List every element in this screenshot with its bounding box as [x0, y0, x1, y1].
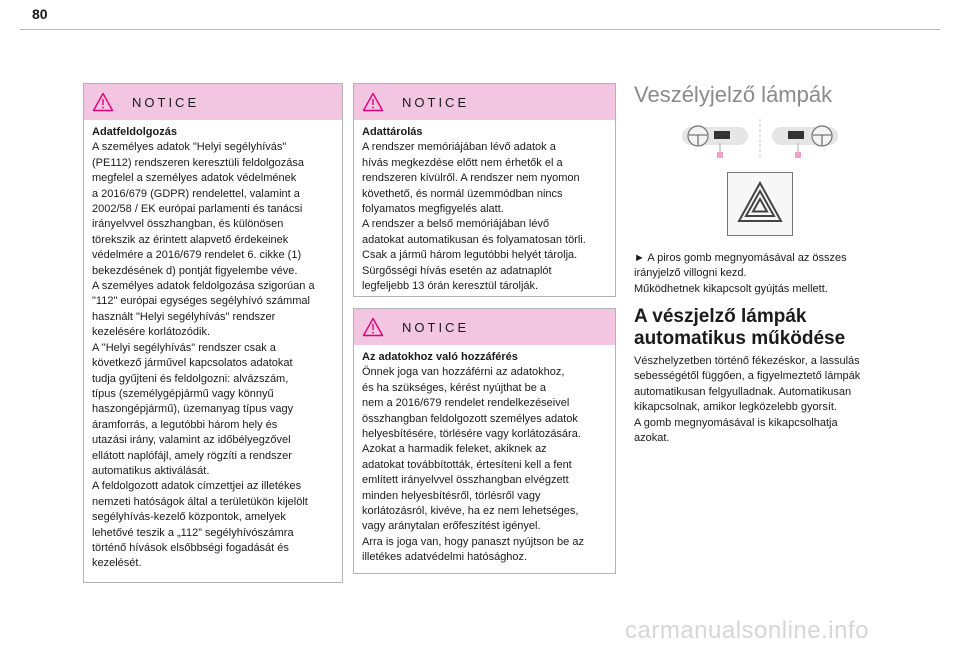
notice-heading: Adattárolás — [362, 126, 423, 138]
automatic-operation-text: Vészhelyzetben történő fékezéskor, a lassulás sebességétől függően, a figyelmeztető lámpák automatikusan felgyulladnak. Automatikusan kikapcsolnak, amikor legközelebb gyorsít. A gomb megnyomásával is kikapcsolhatja azokat. — [634, 355, 861, 445]
hazard-button-icon — [728, 173, 792, 235]
notice-label: NOTICE — [402, 94, 470, 110]
notice-heading: Az adatokhoz való hozzáférés — [362, 351, 518, 363]
steering-wheel-left-icon — [682, 126, 748, 158]
notice-box-data-storage — [353, 83, 616, 297]
notice-box-data-processing — [83, 83, 343, 583]
notice-label: NOTICE — [402, 319, 470, 335]
hazard-button — [727, 172, 793, 236]
notice-body — [84, 120, 342, 572]
notice-text: Önnek joga van hozzáférni az adatokhoz, és ha szükséges, kérést nyújthat be a nem a 2016/679 rendelet rendelkezéseivel összhangban feldolgozott személyes adatok helyesbítésére, törlésére vagy korlátozására. Azokat a harmadik feleket, akiknek az adatokat továbbították, értesíteni kell a fent említett irányelvvel összhangban elvégzett minden helyesbítésről, törlésről vagy korlátozásról, kivéve, ha ez nem lehetséges, vagy aránytalan erőfeszítést igényel. Arra is joga van, hogy panaszt nyújtson be az illetékes adatvédelmi hatósághoz. — [362, 366, 584, 564]
subsection-title: A vészjelző lámpák automatikus működése — [634, 306, 846, 349]
section-title: Veszélyjelző lámpák — [634, 82, 833, 107]
notice-label: NOTICE — [132, 94, 200, 110]
watermark: carmanualsonline.info — [625, 617, 869, 644]
steering-wheel-right-icon — [772, 126, 838, 158]
warning-triangle-icon — [362, 92, 384, 112]
notice-text: A rendszer memóriájában lévő adatok a hívás megkezdése előtt nem érhetők el a rendszeren kívülről. A rendszer nem nyomon követhető, és normál üzemmódban nincs folyamatos megfigyelés alatt. A rendszer a belső memóriájában lévő adatokat automatikusan és folyamatosan törli. Csak a jármű három legutóbbi helyét tárolja. Sürgősségi hívás esetén az adatnaplót legfeljebb 13 órán keresztül tárolják. — [362, 141, 586, 293]
notice-heading: Adatfeldolgozás — [92, 126, 177, 138]
notice-body — [354, 120, 615, 294]
hazard-instruction: ► A piros gomb megnyomásával az összes irányjelző villogni kezd. Működhetnek kikapcsolt gyújtás mellett. — [634, 252, 847, 295]
notice-header — [84, 84, 342, 120]
notice-header — [354, 309, 615, 345]
top-divider — [20, 29, 940, 30]
notice-body — [354, 345, 615, 566]
warning-triangle-icon — [362, 317, 384, 337]
notice-text: A személyes adatok "Helyi segélyhívás" (PE112) rendszeren keresztüli feldolgozása megfelel a személyes adatok védelmének a 2016/679 (GDPR) rendelettel, valamint a 2002/58 / EK európai parlamenti és tanácsi irányelvvel összhangban, és különösen törekszik az érintett alapvető érdekeinek védelmére a 2016/679 rendelet 6. cikke (1) bekezdésének d) pontját figyelembe véve. A személyes adatok feldolgozása szigorúan a "112" európai egységes segélyhívó számmal használt "Helyi segélyhívás" rendszer kezelésére korlátozódik. A "Helyi segélyhívás" rendszer csak a következő járművel kapcsolatos adatokat tudja gyűjteni és feldolgozni: alvázszám, típus (személygépjármű vagy könnyű haszongépjármű), üzemanyag típus vagy áramforrás, a legutóbbi három hely és utazási irány, valamint az időbélyegzővel ellátott naplófájl, amely rögzíti a rendszer automatikus aktiválását. A feldolgozott adatok címzettjei az illetékes nemzeti hatóságok által a területükön kijelölt segélyhívás-kezelő központok, amelyek lehetővé teszik a „112” segélyhívószámra történő hívások elsőbbségi fogadását és kezelését. — [92, 141, 315, 570]
dashboard-location-diagram — [682, 117, 838, 161]
warning-triangle-icon — [92, 92, 114, 112]
notice-header — [354, 84, 615, 120]
notice-box-data-access — [353, 308, 616, 574]
page-number: 80 — [32, 6, 48, 22]
